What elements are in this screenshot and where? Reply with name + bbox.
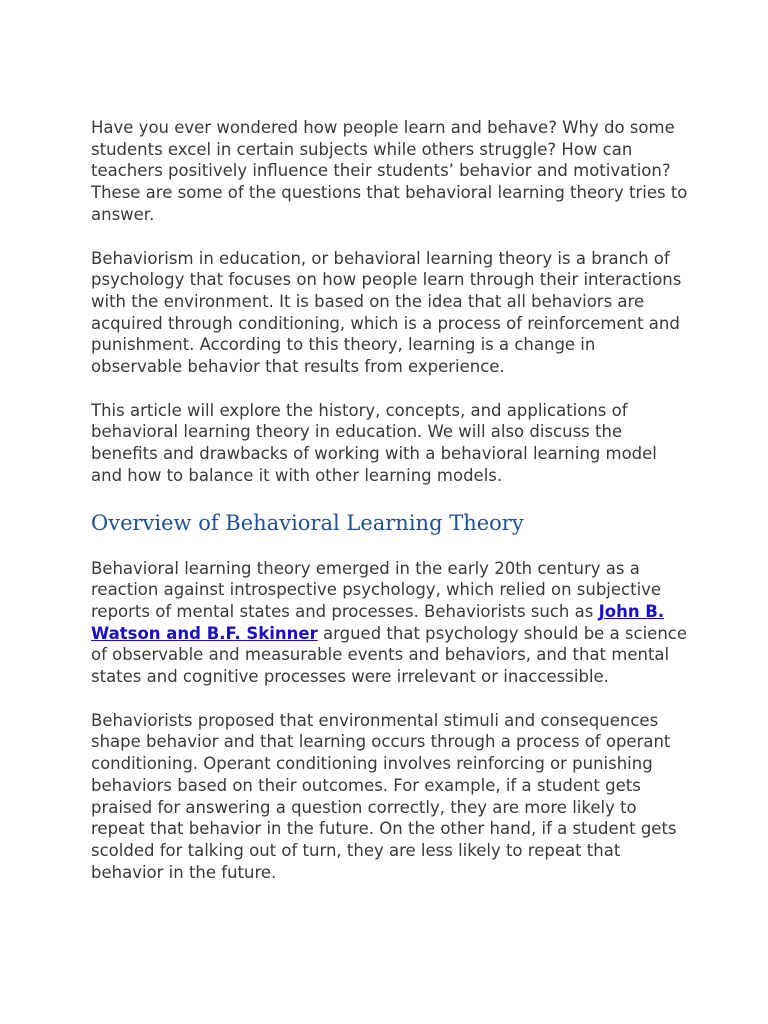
overview-text-after-link: argued that psychology should be a science of observable and measurable events and behaviors, and that mental states and cognitive processes were irrelevant or inaccessible. [91, 623, 688, 687]
definition-paragraph: Behaviorism in education, or behavioral learning theory is a branch of psychology that focuses on how people learn through their interactions with the environment. It is based on the idea that all behaviors are acquired through conditioning, which is a process of reinforcement and punishment. According to this theory, learning is a change in observable behavior that results from experience. [91, 248, 682, 377]
conditioning-paragraph: Behaviorists proposed that environmental stimuli and consequences shape behavior and that learning occurs through a process of operant conditioning. Operant conditioning involves reinforcing or punishing behaviors based on their outcomes. For example, if a student gets praised for answering a question correctly, they are more likely to repeat that behavior in the future. On the other hand, if a student gets scolded for talking out of turn, they are less likely to repeat that behavior in the future. [91, 710, 677, 882]
scope-paragraph: This article will explore the history, concepts, and applications of behavioral learning theory in education. We will also discuss the benefits and drawbacks of working with a behavioral learning model and how to balance it with other learning models. [91, 400, 657, 485]
intro-paragraph: Have you ever wondered how people learn and behave? Why do some students excel in certain subjects while others struggle? How can teachers positively influence their students’ behavior and motivation? These are some of the questions that behavioral learning theory tries to answer. [91, 118, 688, 224]
document-page [91, 117, 691, 905]
section-heading: Overview of Behavioral Learning Theory [91, 510, 524, 535]
watson-skinner-link[interactable]: John B. Watson and B.F. Skinner [91, 601, 665, 643]
overview-text-before-link: Behavioral learning theory emerged in the early 20th century as a reaction against introspective psychology, which relied on subjective reports of mental states and processes. Behaviorists such as [91, 558, 662, 621]
overview-paragraph [91, 558, 691, 688]
